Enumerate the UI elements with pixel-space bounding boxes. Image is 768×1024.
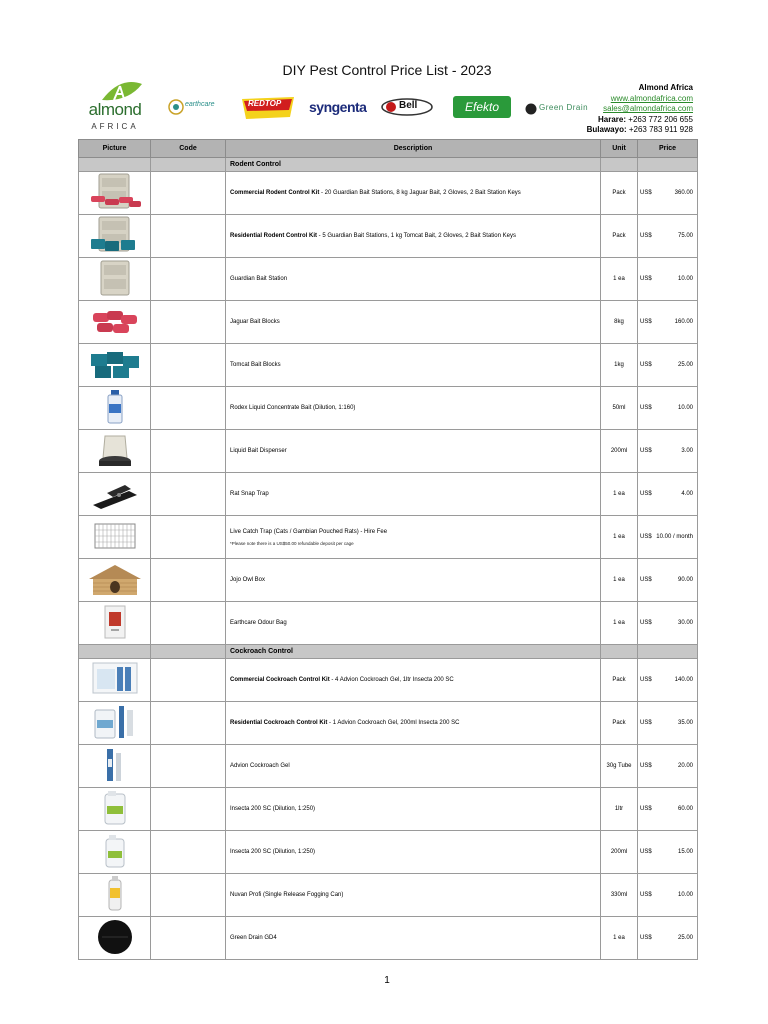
product-picture [79,702,151,745]
product-price [638,659,698,702]
price-currency: US$ [640,319,652,325]
table-row [79,788,698,831]
price-amount: 75.00 [677,233,693,239]
product-code [151,344,226,387]
table-row [79,702,698,745]
product-code [151,702,226,745]
header-unit: Unit [601,140,638,158]
price-currency: US$ [640,233,652,239]
product-description-text: - 1 Advion Cockroach Gel, 200ml Insecta 200 SC [327,720,460,726]
logo-tagline: AFRICA [91,122,139,131]
price-amount: 140.00 [674,677,693,683]
product-picture [79,387,151,430]
price-currency: US$ [640,620,652,626]
price-currency: US$ [640,806,652,812]
owl-box-icon [85,559,145,599]
table-row [79,917,698,960]
product-description-text: Advion Cockroach Gel [230,763,290,769]
price-currency: US$ [640,720,652,726]
table-row [79,874,698,917]
page-title: DIY Pest Control Price List - 2023 [282,62,492,78]
table-row [79,831,698,874]
product-description [226,473,601,516]
product-description [226,301,601,344]
product-price [638,258,698,301]
product-description [226,172,601,215]
product-price [638,745,698,788]
table-row [79,516,698,559]
section-spacer [601,645,638,659]
product-unit: 1kg [601,344,638,387]
product-price [638,344,698,387]
header-picture: Picture [79,140,151,158]
efekto-logo: Efekto [453,96,511,118]
product-picture [79,301,151,344]
product-price [638,215,698,258]
almond-africa-logo [80,80,150,136]
jug-large-icon [85,788,145,828]
product-description [226,745,601,788]
product-price [638,559,698,602]
section-spacer [151,158,226,172]
aerosol-icon [85,874,145,914]
section-spacer [638,158,698,172]
price-amount: 160.00 [674,319,693,325]
product-description-text: Live Catch Trap (Cats / Gambian Pouched Rats) - Hire Fee [230,528,388,535]
product-kit-name: Commercial Cockroach Control Kit [230,677,330,683]
product-price [638,516,698,559]
product-description [226,430,601,473]
price-currency: US$ [640,892,652,898]
product-unit: 50ml [601,387,638,430]
price-currency: US$ [640,577,652,583]
price-currency: US$ [640,534,652,540]
section-spacer [638,645,698,659]
price-table [78,139,698,960]
product-description-text: Jaguar Bait Blocks [230,319,280,325]
section-spacer [601,158,638,172]
product-description-text: Rat Snap Trap [230,491,269,497]
price-amount: 10.00 [677,405,693,411]
product-kit-name: Commercial Rodent Control Kit [230,190,320,196]
product-unit: Pack [601,659,638,702]
price-amount: 3.00 [681,448,693,454]
product-picture [79,344,151,387]
price-currency: US$ [640,190,652,196]
price-currency: US$ [640,448,652,454]
price-amount: 30.00 [677,620,693,626]
product-unit: 330ml [601,874,638,917]
website-link[interactable]: www.almondafrica.com [610,93,693,103]
product-description-text: Nuvan Profi (Single Release Fogging Can) [230,892,344,898]
product-description-text: Liquid Bait Dispenser [230,448,287,454]
product-picture [79,172,151,215]
product-unit: 1 ea [601,559,638,602]
product-price [638,874,698,917]
product-code [151,258,226,301]
product-unit: 1 ea [601,602,638,645]
product-description-text: Guardian Bait Station [230,276,288,282]
price-amount: 60.00 [677,806,693,812]
bait-kit-teal-icon [85,215,145,255]
price-amount: 25.00 [677,362,693,368]
product-picture [79,831,151,874]
bell-logo: Bell [381,98,433,121]
product-code [151,387,226,430]
product-description [226,702,601,745]
product-unit: Pack [601,172,638,215]
section-spacer [79,158,151,172]
product-description-text: - 20 Guardian Bait Stations, 8 kg Jaguar Bait, 2 Gloves, 2 Bait Station Keys [319,190,521,196]
table-row [79,745,698,788]
price-currency: US$ [640,276,652,282]
price-amount: 360.00 [674,190,693,196]
table-row [79,473,698,516]
dispenser-icon [85,430,145,470]
product-unit: 1ltr [601,788,638,831]
product-picture [79,659,151,702]
product-code [151,659,226,702]
product-code [151,172,226,215]
product-price [638,702,698,745]
almond-leaf-icon [80,80,150,102]
product-description [226,831,601,874]
product-code [151,215,226,258]
company-contact [587,83,693,136]
gel-kit-small-icon [85,702,145,742]
table-row [79,659,698,702]
product-code [151,917,226,960]
product-description [226,602,601,645]
product-code [151,831,226,874]
bag-icon [85,602,145,642]
product-description [226,516,601,559]
bait-station-icon [85,258,145,298]
logo-word: almond [88,100,142,119]
product-price [638,387,698,430]
blocks-red-icon [85,301,145,341]
product-code [151,745,226,788]
bottle-blue-icon [85,387,145,427]
product-code [151,559,226,602]
table-row [79,301,698,344]
snap-trap-icon [85,473,145,513]
product-code [151,430,226,473]
product-picture [79,516,151,559]
header-description: Description [226,140,601,158]
green-drain-logo: Green Drain [525,102,537,120]
product-price [638,917,698,960]
price-currency: US$ [640,763,652,769]
product-code [151,301,226,344]
product-picture [79,745,151,788]
product-description-text: Tomcat Bait Blocks [230,362,281,368]
product-unit: 200ml [601,831,638,874]
price-currency: US$ [640,362,652,368]
product-unit: 1 ea [601,473,638,516]
product-description [226,344,601,387]
product-picture [79,473,151,516]
product-price [638,301,698,344]
product-picture [79,258,151,301]
price-amount: 15.00 [677,849,693,855]
product-unit: 200ml [601,430,638,473]
price-amount: 90.00 [677,577,693,583]
price-amount: 10.00 / month [656,534,693,540]
price-amount: 35.00 [677,720,693,726]
product-description-text: Insecta 200 SC (Dilution, 1:250) [230,849,316,855]
table-row [79,559,698,602]
header-price: Price [638,140,698,158]
product-picture [79,874,151,917]
product-description-text: Insecta 200 SC (Dilution, 1:250) [230,806,316,812]
table-row [79,430,698,473]
price-amount: 10.00 [677,276,693,282]
price-currency: US$ [640,849,652,855]
page-number: 1 [384,975,390,986]
bulawayo-phone-line: Bulawayo: +263 783 911 928 [586,125,693,134]
product-description [226,659,601,702]
jug-small-icon [85,831,145,871]
syngenta-logo: syngenta [309,99,367,115]
drain-icon [85,917,145,957]
company-name: Almond Africa [638,83,693,92]
price-amount: 10.00 [677,892,693,898]
section-title: Rodent Control [226,158,601,172]
section-header-row [79,645,698,659]
product-description [226,387,601,430]
product-description [226,917,601,960]
table-row [79,215,698,258]
harare-phone-line: Harare: +263 772 206 655 [598,114,693,124]
blocks-teal-icon [85,344,145,384]
price-amount: 25.00 [677,935,693,941]
product-price [638,831,698,874]
price-currency: US$ [640,935,652,941]
price-amount: 20.00 [677,763,693,769]
email-link[interactable]: sales@almondafrica.com [603,104,693,113]
product-description [226,258,601,301]
product-code [151,516,226,559]
redtop-logo: REDTOP [240,95,296,126]
product-unit: 1 ea [601,917,638,960]
price-currency: US$ [640,491,652,497]
product-price [638,788,698,831]
bait-kit-red-icon [85,172,145,212]
price-amount: 4.00 [681,491,693,497]
section-header-row [79,158,698,172]
product-unit: Pack [601,215,638,258]
product-kit-name: Residential Cockroach Control Kit [230,720,328,726]
product-unit: 8kg [601,301,638,344]
gel-kit-big-icon [85,659,145,699]
product-picture [79,917,151,960]
price-currency: US$ [640,677,652,683]
product-code [151,788,226,831]
section-title: Cockroach Control [226,645,601,659]
product-unit: 1 ea [601,516,638,559]
price-currency: US$ [640,405,652,411]
product-description-text: Earthcare Odour Bag [230,620,287,626]
product-description [226,874,601,917]
product-picture [79,430,151,473]
product-price [638,430,698,473]
product-description-text: Green Drain GD4 [230,935,277,941]
table-row [79,172,698,215]
header-code: Code [151,140,226,158]
cage-icon [85,516,145,556]
product-code [151,473,226,516]
product-price [638,602,698,645]
product-picture [79,559,151,602]
product-picture [79,788,151,831]
table-row [79,387,698,430]
section-spacer [151,645,226,659]
product-unit: 1 ea [601,258,638,301]
product-unit: 30g Tube [601,745,638,788]
product-unit: Pack [601,702,638,745]
product-description-text: Rodex Liquid Concentrate Bait (Dilution, 1:160) [230,405,356,411]
earthcare-logo: earthcare [168,98,224,121]
product-description-text: Jojo Owl Box [230,577,266,583]
product-description [226,788,601,831]
product-picture [79,215,151,258]
table-header [79,140,698,158]
product-picture [79,602,151,645]
table-row [79,258,698,301]
table-row [79,344,698,387]
product-description [226,559,601,602]
product-price [638,172,698,215]
product-description-text: - 5 Guardian Bait Stations, 1 kg Tomcat Bait, 2 Gloves, 2 Bait Station Keys [317,233,516,239]
section-spacer [79,645,151,659]
product-note: *Please note there is a US$50.00 refundable deposit per cage [230,540,354,546]
product-description-text: - 4 Advion Cockroach Gel, 1ltr Insecta 200 SC [329,677,454,683]
table-row [79,602,698,645]
product-description [226,215,601,258]
product-price [638,473,698,516]
product-code [151,874,226,917]
product-code [151,602,226,645]
gel-tube-icon [85,745,145,785]
product-kit-name: Residential Rodent Control Kit [230,233,317,239]
